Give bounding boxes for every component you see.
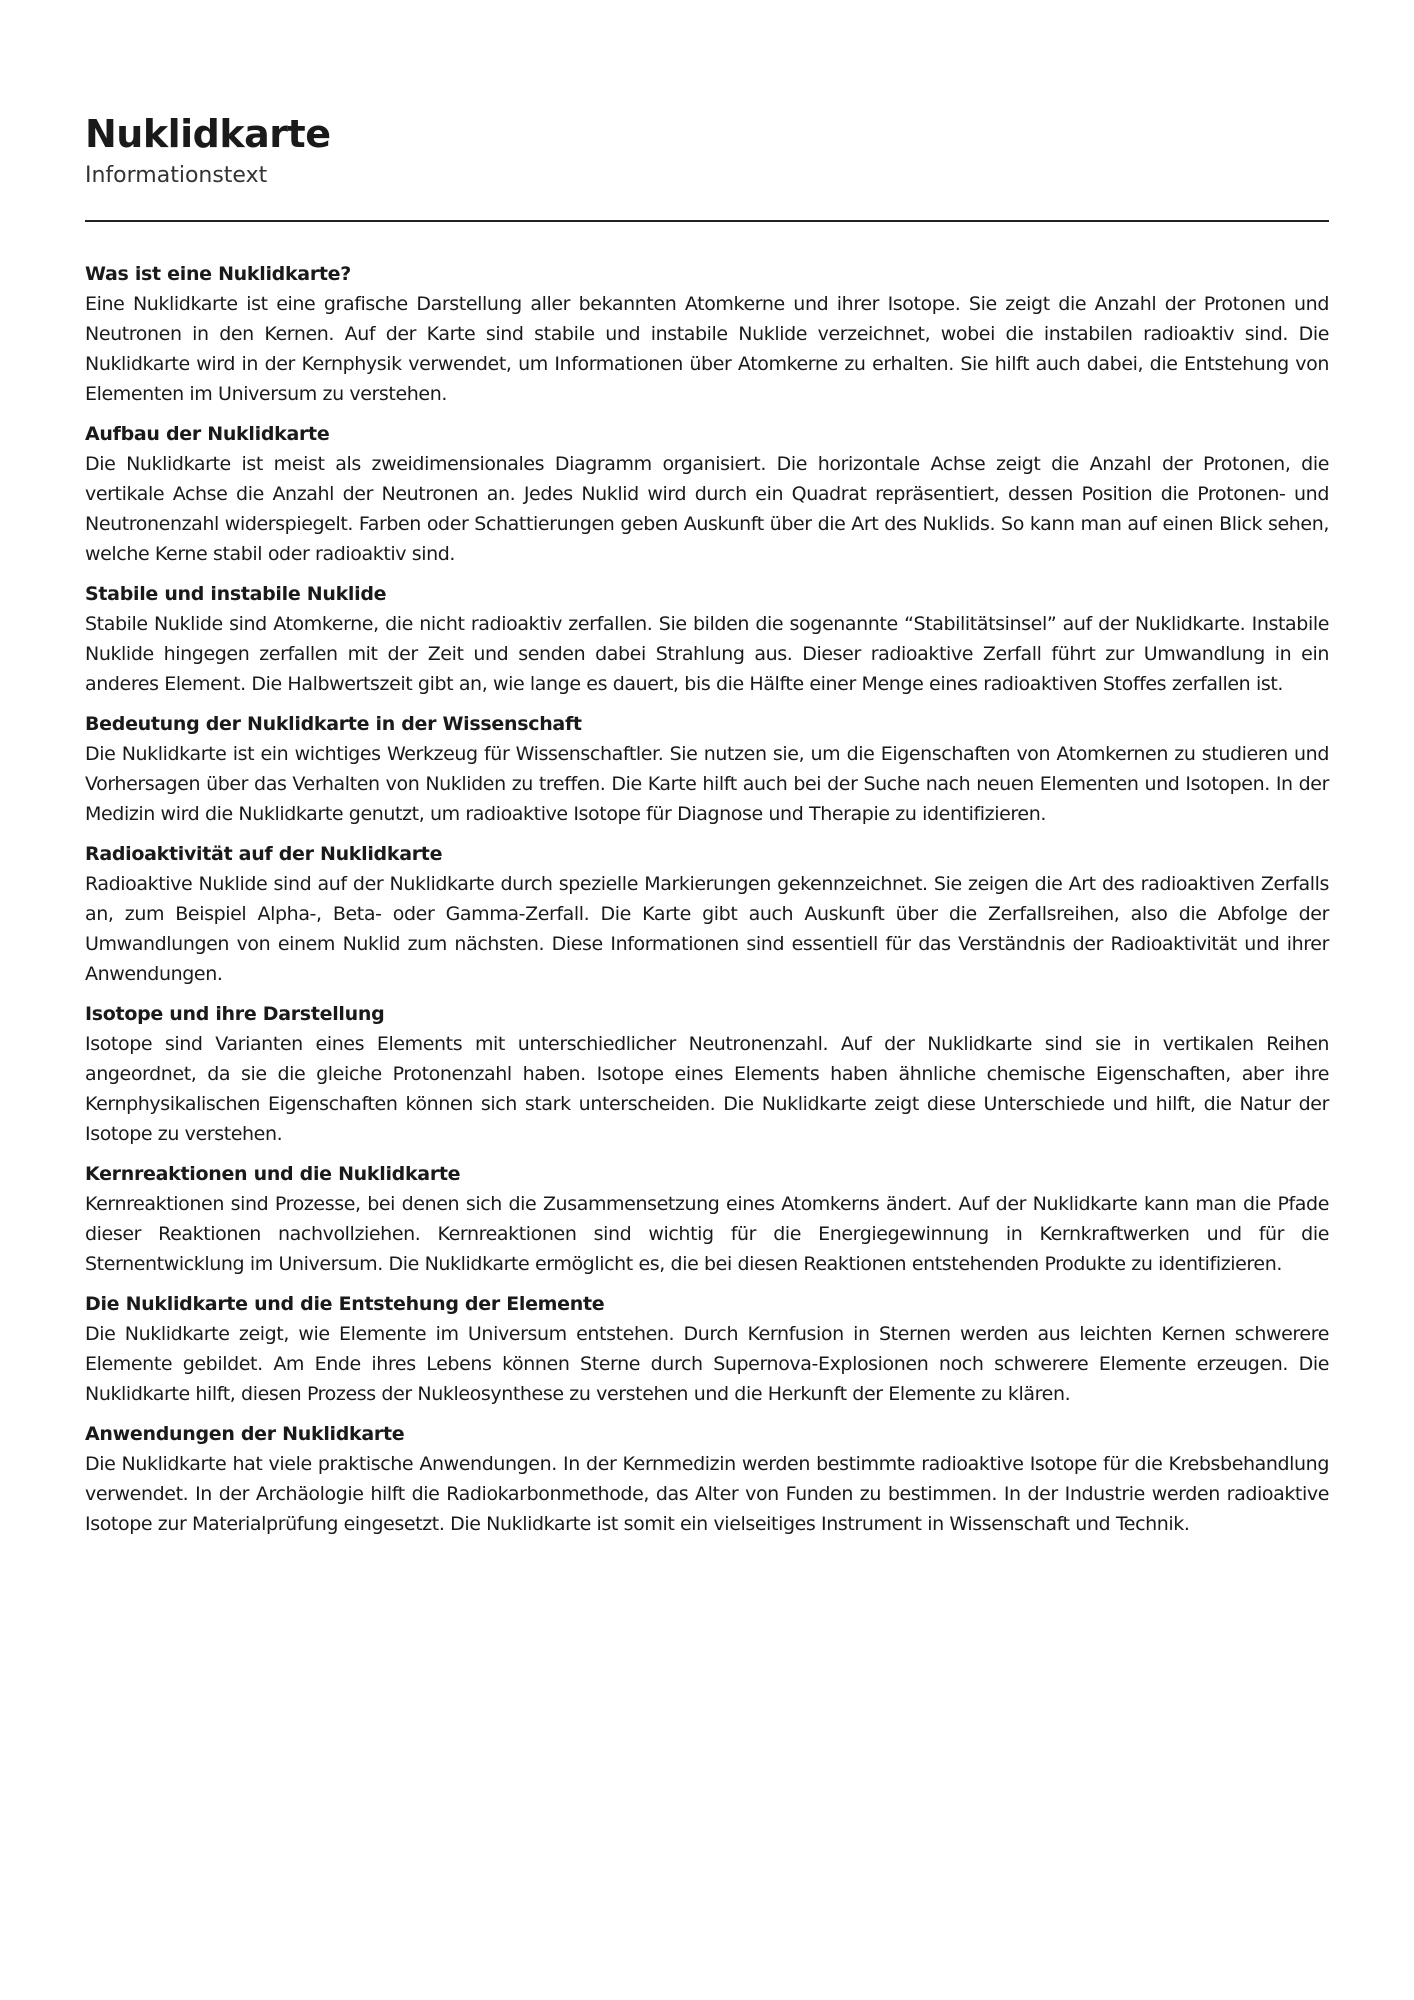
section-heading: Radioaktivität auf der Nuklidkarte — [85, 843, 443, 865]
section-heading: Kernreaktionen und die Nuklidkarte — [85, 1163, 461, 1185]
section-stabile-instabile-nuklide — [85, 579, 1329, 699]
section-heading: Isotope und ihre Darstellung — [85, 1003, 385, 1025]
section-heading: Bedeutung der Nuklidkarte in der Wissenschaft — [85, 713, 582, 735]
section-aufbau — [85, 419, 1329, 569]
section-body: Eine Nuklidkarte ist eine grafische Darstellung aller bekannten Atomkerne und ihrer Isotope. Sie zeigt die Anzahl der Protonen und Neutronen in den Kernen. Auf der Karte sind stabile und instabile Nuklide verzeichnet, wobei die instabilen radioaktiv sind. Die Nuklidkarte wird in der Kernphysik verwendet, um Informationen über Atomkerne zu erhalten. Sie hilft auch dabei, die Entstehung von Elementen im Universum zu verstehen. — [85, 293, 1329, 405]
section-bedeutung-wissenschaft — [85, 709, 1329, 829]
sections-list — [85, 259, 1329, 1549]
section-entstehung-elemente — [85, 1289, 1329, 1409]
section-heading: Stabile und instabile Nuklide — [85, 583, 387, 605]
document-title: Nuklidkarte — [85, 112, 331, 156]
section-heading: Anwendungen der Nuklidkarte — [85, 1423, 405, 1445]
section-heading: Die Nuklidkarte und die Entstehung der Elemente — [85, 1293, 605, 1315]
section-body: Kernreaktionen sind Prozesse, bei denen sich die Zusammensetzung eines Atomkerns ändert. Auf der Nuklidkarte kann man die Pfade dieser Reaktionen nachvollziehen. Kernreaktionen sind wichtig für die Energiegewinnung in Kernkraftwerken und für die Sternentwicklung im Universum. Die Nuklidkarte ermöglicht es, die bei diesen Reaktionen entstehenden Produkte zu identifizieren. — [85, 1193, 1329, 1275]
section-body: Isotope sind Varianten eines Elements mit unterschiedlicher Neutronenzahl. Auf der Nuklidkarte sind sie in vertikalen Reihen angeordnet, da sie die gleiche Protonenzahl haben. Isotope eines Elements haben ähnliche chemische Eigenschaften, aber ihre Kernphysikalischen Eigenschaften können sich stark unterscheiden. Die Nuklidkarte zeigt diese Unterschiede und hilft, die Natur der Isotope zu verstehen. — [85, 1033, 1329, 1145]
section-body: Stabile Nuklide sind Atomkerne, die nicht radioaktiv zerfallen. Sie bilden die sogenannte “Stabilitätsinsel” auf der Nuklidkarte. Instabile Nuklide hingegen zerfallen mit der Zeit und senden dabei Strahlung aus. Dieser radioaktive Zerfall führt zur Umwandlung in ein anderes Element. Die Halbwertszeit gibt an, wie lange es dauert, bis die Hälfte einer Menge eines radioaktiven Stoffes zerfallen ist. — [85, 613, 1329, 695]
section-heading: Was ist eine Nuklidkarte? — [85, 263, 351, 285]
section-was-ist-eine-nuklidkarte — [85, 259, 1329, 409]
header-divider — [85, 220, 1329, 222]
section-heading: Aufbau der Nuklidkarte — [85, 423, 330, 445]
document-subtitle: Informationstext — [85, 163, 268, 188]
section-body: Die Nuklidkarte zeigt, wie Elemente im Universum entstehen. Durch Kernfusion in Sternen werden aus leichten Kernen schwerere Elemente gebildet. Am Ende ihres Lebens können Sterne durch Supernova-Explosionen noch schwerere Elemente erzeugen. Die Nuklidkarte hilft, diesen Prozess der Nukleosynthese zu verstehen und die Herkunft der Elemente zu klären. — [85, 1323, 1329, 1405]
section-body: Radioaktive Nuklide sind auf der Nuklidkarte durch spezielle Markierungen gekennzeichnet. Sie zeigen die Art des radioaktiven Zerfalls an, zum Beispiel Alpha-, Beta- oder Gamma-Zerfall. Die Karte gibt auch Auskunft über die Zerfallsreihen, also die Abfolge der Umwandlungen von einem Nuklid zum nächsten. Diese Informationen sind essentiell für das Verständnis der Radioaktivität und ihrer Anwendungen. — [85, 873, 1329, 985]
section-body: Die Nuklidkarte ist meist als zweidimensionales Diagramm organisiert. Die horizontale Achse zeigt die Anzahl der Protonen, die vertikale Achse die Anzahl der Neutronen an. Jedes Nuklid wird durch ein Quadrat repräsentiert, dessen Position die Protonen- und Neutronenzahl widerspiegelt. Farben oder Schattierungen geben Auskunft über die Art des Nuklids. So kann man auf einen Blick sehen, welche Kerne stabil oder radioaktiv sind. — [85, 453, 1329, 565]
section-radioaktivitaet — [85, 839, 1329, 989]
section-isotope — [85, 999, 1329, 1149]
section-body: Die Nuklidkarte hat viele praktische Anwendungen. In der Kernmedizin werden bestimmte radioaktive Isotope für die Krebsbehandlung verwendet. In der Archäologie hilft die Radiokarbonmethode, das Alter von Funden zu bestimmen. In der Industrie werden radioaktive Isotope zur Materialprüfung eingesetzt. Die Nuklidkarte ist somit ein vielseitiges Instrument in Wissenschaft und Technik. — [85, 1453, 1329, 1535]
section-body: Die Nuklidkarte ist ein wichtiges Werkzeug für Wissenschaftler. Sie nutzen sie, um die Eigenschaften von Atomkernen zu studieren und Vorhersagen über das Verhalten von Nukliden zu treffen. Die Karte hilft auch bei der Suche nach neuen Elementen und Isotopen. In der Medizin wird die Nuklidkarte genutzt, um radioaktive Isotope für Diagnose und Therapie zu identifizieren. — [85, 743, 1329, 825]
section-kernreaktionen — [85, 1159, 1329, 1279]
section-anwendungen — [85, 1419, 1329, 1539]
